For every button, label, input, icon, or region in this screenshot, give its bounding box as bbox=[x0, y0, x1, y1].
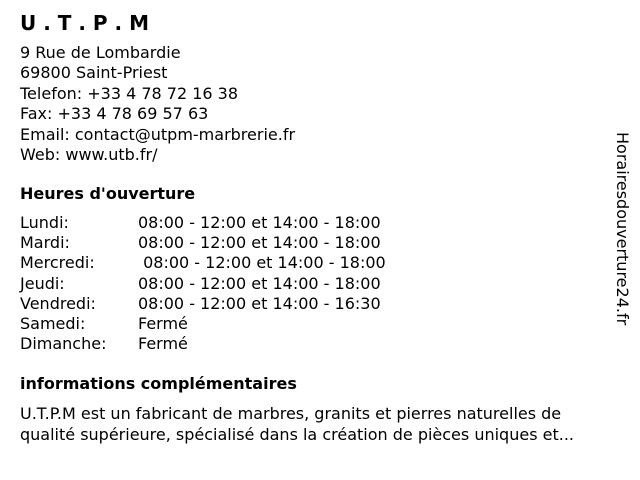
time-value: 08:00 - 12:00 et 14:00 - 18:00 bbox=[138, 253, 386, 273]
info-line: qualité supérieure, spécialisé dans la création de pièces uniques et... bbox=[20, 425, 574, 444]
time-value: 08:00 - 12:00 et 14:00 - 18:00 bbox=[138, 273, 381, 293]
hours-heading: Heures d'ouverture bbox=[20, 184, 196, 203]
info-description bbox=[20, 403, 620, 445]
day-label: Vendredi: bbox=[20, 293, 96, 313]
day-label: Lundi: bbox=[20, 213, 69, 232]
fax-number: Fax: +33 4 78 69 57 63 bbox=[20, 104, 209, 124]
watermark-text: Horairesdouverture24.fr bbox=[613, 132, 632, 326]
time-value: Fermé bbox=[138, 334, 188, 354]
day-label: Dimanche: bbox=[20, 334, 107, 354]
time-value: 08:00 - 12:00 et 14:00 - 18:00 bbox=[138, 213, 381, 232]
address-city: 69800 Saint-Priest bbox=[20, 63, 168, 83]
day-label: Mercredi: bbox=[20, 253, 95, 273]
website: Web: www.utb.fr/ bbox=[20, 145, 158, 165]
address-street: 9 Rue de Lombardie bbox=[20, 43, 181, 62]
day-label: Samedi: bbox=[20, 313, 86, 333]
business-name: U . T . P . M bbox=[20, 11, 150, 35]
time-value: 08:00 - 12:00 et 14:00 - 16:30 bbox=[138, 293, 381, 313]
time-value: 08:00 - 12:00 et 14:00 - 18:00 bbox=[138, 233, 381, 253]
info-heading: informations complémentaires bbox=[20, 374, 297, 393]
time-value: Fermé bbox=[138, 313, 188, 333]
day-label: Mardi: bbox=[20, 233, 70, 253]
phone-number: Telefon: +33 4 78 72 16 38 bbox=[20, 83, 239, 103]
day-label: Jeudi: bbox=[20, 273, 65, 293]
watermark bbox=[612, 132, 632, 344]
contact-block bbox=[20, 43, 295, 165]
email-address: Email: contact@utpm-marbrerie.fr bbox=[20, 124, 296, 144]
info-line: U.T.P.M est un fabricant de marbres, granits et pierres naturelles de bbox=[20, 404, 562, 423]
